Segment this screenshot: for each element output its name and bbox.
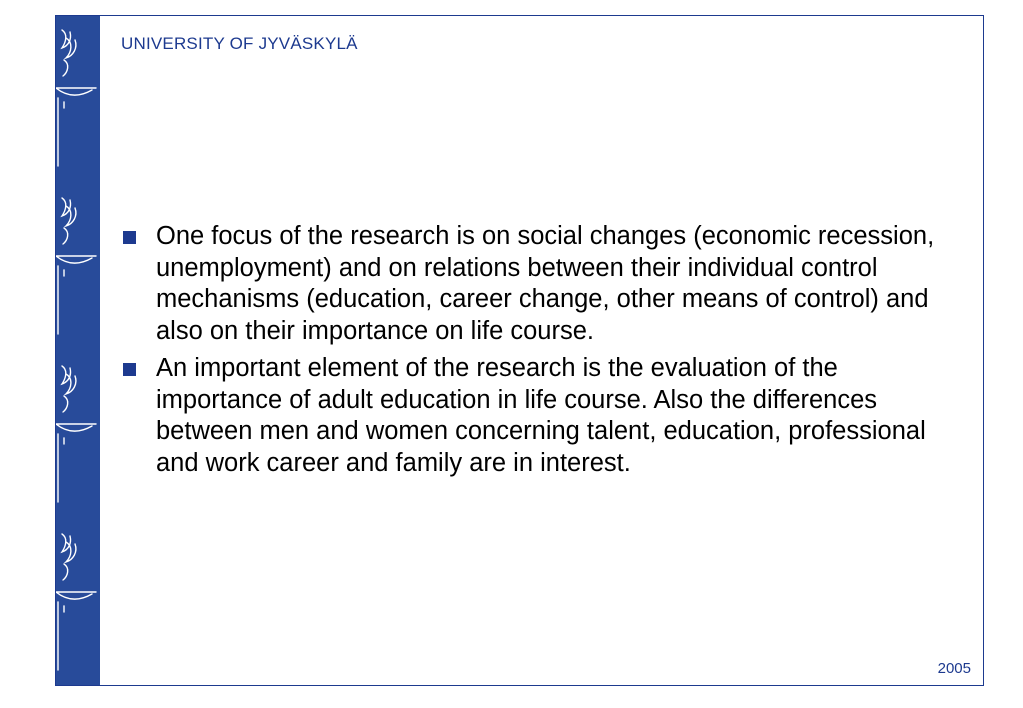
torch-emblem [56,30,96,166]
page-title: UNIVERSITY OF JYVÄSKYLÄ [121,34,358,53]
slide [55,15,984,686]
bullet-text: An important element of the research is the evaluation of the importance of adult education in life course. Also the differences between men and women concerning talent, education, professional and work career and family are in interest. [156,354,926,477]
list-item [121,353,966,479]
square-bullet-icon [123,363,136,376]
torch-logo-icon [56,16,100,686]
square-bullet-icon [123,231,136,244]
bullet-text: One focus of the research is on social changes (economic recession, unemployment) and on relations between their individual control mechanisms (education, career change, other means of control) and also on their importance on life course. [156,222,935,345]
torch-emblem [56,534,96,670]
bullet-list [121,221,966,485]
sidebar-logo-strip [56,16,100,685]
footer-year: 2005 [937,660,971,677]
torch-emblem [56,366,96,502]
torch-emblem [56,198,96,334]
list-item [121,221,966,347]
